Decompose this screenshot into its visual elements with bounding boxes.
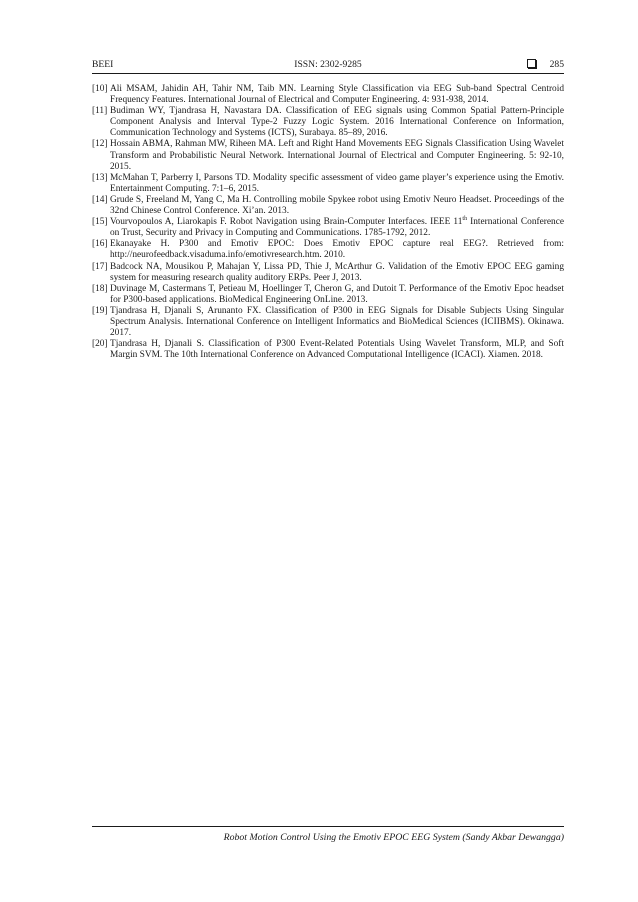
issn-number: ISSN: 2302-9285 <box>294 59 362 70</box>
reference-number: [19] <box>92 305 108 316</box>
ordinal-superscript: th <box>462 216 468 223</box>
reference-text: Ali MSAM, Jahidin AH, Tahir NM, Taib MN. Learning Style Classification via EEG Sub-band Spectral Centroid Frequency Features. International Journal of Electrical and Computer Engineering. 4: 931-938, 2014. <box>110 84 564 106</box>
reference-number: [14] <box>92 194 108 205</box>
header-divider <box>92 73 564 74</box>
reference-text: McMahan T, Parberry I, Parsons TD. Modality specific assessment of video game player’s experience using the Emotiv. Entertainment Computing. 7:1–6, 2015. <box>110 172 564 194</box>
reference-number: [17] <box>92 261 108 272</box>
footer-divider <box>92 826 564 827</box>
reference-text: Budiman WY, Tjandrasa H, Navastara DA. Classification of EEG signals using Common Spatial Pattern-Principle Component Analysis and Interval Type-2 Fuzzy Logic System. 2016 International Conference on Information, Communication Technology and Systems (ICTS), Surabaya. 85–89, 2016. <box>110 106 564 139</box>
reference-number: [15] <box>92 217 108 228</box>
reference-number: [20] <box>92 339 108 350</box>
reference-text: Badcock NA, Mousikou P, Mahajan Y, Lissa PD, Thie J, McArthur G. Validation of the Emotiv EPOC EEG gaming system for measuring research quality auditory ERPs. Peer J, 2013. <box>110 261 564 283</box>
checkbox-square-icon <box>527 59 536 68</box>
reference-text: Duvinage M, Castermans T, Petieau M, Hoellinger T, Cheron G, and Dutoit T. Performance of the Emotiv Epoc headset for P300-based applications. BioMedical Engineering OnLine. 2013. <box>110 283 564 305</box>
reference-item <box>92 173 564 195</box>
reference-item <box>92 195 564 217</box>
reference-number: [16] <box>92 239 108 250</box>
reference-text-part: Vourvopoulos A, Liarokapis F. Robot Navigation using Brain-Computer Interfaces. IEEE 11 <box>110 217 463 228</box>
reference-number: [12] <box>92 139 108 150</box>
reference-item <box>92 139 564 172</box>
reference-item <box>92 84 564 106</box>
running-footer: Robot Motion Control Using the Emotiv EPOC EEG System (Sandy Akbar Dewangga) <box>223 832 564 843</box>
reference-item <box>92 217 564 239</box>
reference-text: Tjandrasa H, Djanali S. Classification of P300 Event-Related Potentials Using Wavelet Transform, MLP, and Soft Margin SVM. The 10th International Conference on Advanced Computational Intelligence (ICACI). Xiamen. 2018. <box>110 339 564 361</box>
reference-item <box>92 306 564 339</box>
page-number: 285 <box>549 59 564 70</box>
reference-item <box>92 339 564 361</box>
reference-item <box>92 239 564 261</box>
reference-text: Tjandrasa H, Djanali S, Arunanto FX. Classification of P300 in EEG Signals for Disable Subjects Using Singular Spectrum Analysis. International Conference on Intelligent Informatics and BioMedical Sciences (ICIIBMS). Okinawa. 2017. <box>110 305 564 339</box>
reference-number: [10] <box>92 84 108 94</box>
reference-number: [13] <box>92 172 108 183</box>
reference-text-part: International Conference on Trust, Security and Privacy in Computing and Communications. 1785-1792, 2012. <box>110 217 564 239</box>
reference-item <box>92 284 564 306</box>
reference-number: [18] <box>92 283 108 294</box>
reference-number: [11] <box>92 106 108 117</box>
reference-list <box>92 84 564 361</box>
reference-text <box>110 217 564 239</box>
reference-text: Grude S, Freeland M, Yang C, Ma H. Controlling mobile Spykee robot using Emotiv Neuro Headset. Proceedings of the 32nd Chinese Control Conference. Xi’an. 2013. <box>110 194 564 217</box>
header-right <box>527 58 564 72</box>
journal-name: BEEI <box>92 59 114 70</box>
reference-item <box>92 262 564 284</box>
page-header <box>92 55 564 73</box>
reference-item <box>92 106 564 139</box>
reference-text: Ekanayake H. P300 and Emotiv EPOC: Does Emotiv EPOC capture real EEG?. Retrieved from: http://neurofeedback.visaduma.info/emotivresearch.htm. 2010. <box>110 239 564 261</box>
reference-text: Hossain ABMA, Rahman MW, Riheen MA. Left and Right Hand Movements EEG Signals Classification Using Wavelet Transform and Probabilistic Neural Network. International Journal of Electrical and Computer Engineering. 5: 92-10, 2015. <box>110 139 564 172</box>
